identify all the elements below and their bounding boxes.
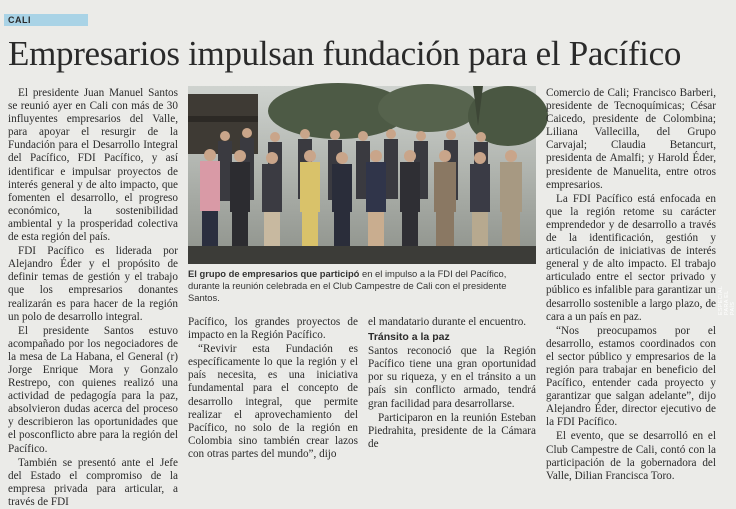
caption-lead: El grupo de empresarios que participó [188, 268, 360, 279]
subheading: Tránsito a la paz [368, 331, 450, 344]
paragraph: Santos reconoció que la Región Pacífico tiene una gran oportunidad por su riqueza, y en el tránsito a un país sin conflicto armado, tendrá gran facilidad para desarrollarse. [368, 345, 536, 410]
paragraph: Comercio de Cali; Francisco Barberi, presidente de Tecnoquímicas; César Caicedo, presidente de Colombina; Liliana Vallecilla, del Grupo Carvajal; Claudia Betancurt, presidenta de Amalfi; y Harold Éder, presidente de Manuelita, entre otros empresarios. [546, 87, 716, 191]
paragraph: El evento, que se desarrolló en el Club Campestre de Cali, contó con la participación de la gobernadora del Valle, Dilian Francisca Toro. [546, 430, 716, 482]
article-column-1 [8, 87, 178, 509]
article-column-3 [368, 316, 536, 451]
paragraph: La FDI Pacífico está enfocada en que la región retome su carácter emprendedor y de desarrollo a través de la identificación, gestión y articulación de iniciativas de interés general y de alto impacto. El trabajo articulado entre el sector privado y público es infalible para garantizar un desarrollo sostenible a largo plazo, de cara a un país en paz. [546, 192, 716, 323]
caption-text: en el impulso a la FDI del Pacífico, durante la reunión celebrada en el Club Campestre de Cali con el presidente Santos. [188, 268, 507, 303]
paragraph: “Nos preocupamos por el desarrollo, estamos coordinados con el sector público y empresarios de la región para trabajar en beneficio del Pacífico, entender cada proyecto y garantizar que salgan adelante”, dijo Alejandro Éder, director ejecutivo de la FDI Pacífico. [546, 324, 716, 429]
paragraph: El presidente Juan Manuel Santos se reunió ayer en Cali con más de 30 influyentes empresarios del Valle, para apoyar el resurgir de la Fundación para el Desarrollo Integral del Pacífico, FDI Pacífico, y así identificar e impulsar proyectos de interés general y de alto impacto, que fomenten el desarrollo, el progreso económico, la sostenibilidad ambiental y la prosperidad colectiva de esta región del país. [8, 87, 178, 244]
section-tag: CALI [4, 14, 88, 26]
paragraph: Participaron en la reunión Esteban Piedrahita, presidente de la Cámara de [368, 411, 536, 450]
paragraph: El presidente Santos estuvo acompañado por los negociadores de la mesa de La Habana, el General (r) Jorge Enrique Mora y Gonzalo Restrepo, con quienes realizó una actividad de pedagogía para la paz, absolvieron dudas acerca del proceso y describieron las oportunidades que el posconflicto abre para la región del Pacífico. [8, 324, 178, 455]
article-column-4 [546, 87, 716, 483]
photo-credit: ESPECIAL PARA EL PAÍS [718, 286, 736, 316]
headline: Empresarios impulsan fundación para el Pacífico [8, 34, 682, 73]
group-photo-illustration [188, 86, 536, 264]
paragraph: el mandatario durante el encuentro. [368, 316, 527, 328]
article-column-2 [188, 316, 358, 461]
paragraph: FDI Pacífico es liderada por Alejandro Éder y el propósito de definir temas de gestión y el trabajo que los empresarios donantes realizarán es para hacer de la región un polo de desarrollo integral. [8, 245, 178, 323]
paragraph: Pacífico, los grandes proyectos de impacto en la Región Pacífico. [188, 316, 358, 342]
paragraph: También se presentó ante el Jefe del Estado el compromiso de la empresa privada para articular, a través de FDI [8, 456, 178, 508]
paragraph: “Revivir esta Fundación es específicamente lo que la región y el país necesita, es una iniciativa fundamental para el concepto de desarrollo integral, que permite realizar el aprovechamiento del Pacífico, no solo de la región en Colombia sino también crear lazos con otras partes del mundo”, dijo [188, 343, 358, 460]
photo-caption [188, 268, 536, 304]
